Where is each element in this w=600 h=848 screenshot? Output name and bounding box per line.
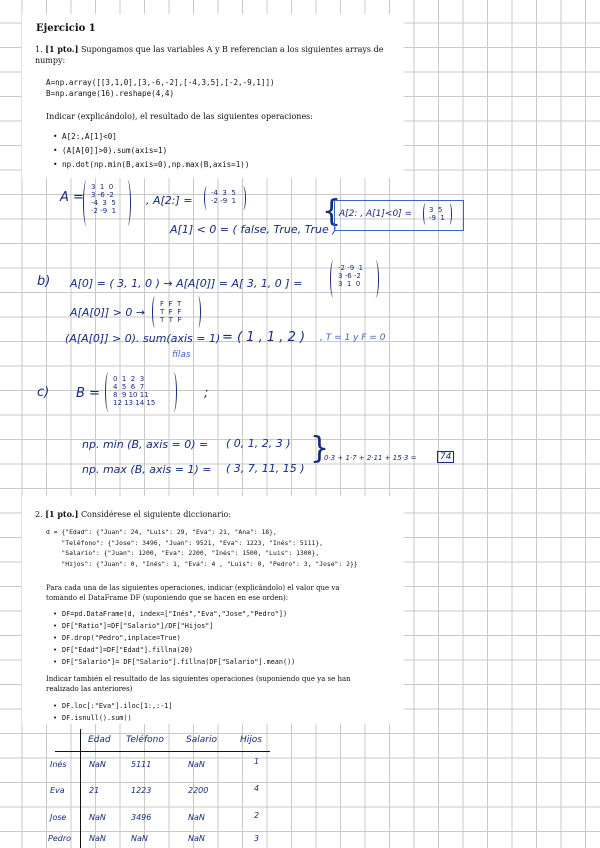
hw-c-paren-left — [105, 372, 112, 412]
table-header-hijos: Hijos — [240, 735, 262, 745]
hw-b-paren-right — [372, 260, 379, 298]
table-row-pedro-label: Pedro — [48, 834, 72, 843]
hw-a-slice-paren-left — [204, 186, 210, 210]
hw-b-paren-left — [330, 260, 337, 298]
table-row-eva-salario: 2200 — [188, 786, 209, 795]
table-row-jose-telefono: 3496 — [131, 813, 152, 822]
hw-b-sum-result: = ( 1 , 1 , 2 ) — [222, 330, 306, 345]
hw-boxed-paren-left — [423, 203, 428, 225]
table-vertical-line — [80, 729, 81, 848]
table-header-telefono: Teléfono — [126, 735, 164, 745]
q2-instruction2-2: realizado las anteriores) — [46, 685, 133, 693]
table-header-salario: Salario — [186, 735, 217, 745]
hw-c-semicolon: ; — [204, 386, 209, 401]
hw-c-b-label: B = — [76, 386, 100, 401]
q2-op-3: • DF.drop("Pedro",inplace=True) — [62, 633, 181, 644]
q2-op-5: • DF["Salario"]= DF["Salario"].fillna(DF["Salario"].mean()) — [62, 657, 295, 668]
table-row-jose-edad: NaN — [89, 813, 106, 822]
table-row-pedro-telefono: NaN — [131, 834, 148, 843]
hw-a1-line: A[1] < 0 = ( false, True, True ) — [170, 223, 337, 236]
q1-op-1: • A[2:,A[1]<0] — [62, 131, 117, 142]
q2-intro: Considérese el siguiente diccionario: — [80, 510, 232, 519]
q2-op2-1: • DF.loc[:"Eva"].iloc[1:,:-1] — [62, 701, 173, 712]
hw-c-answer: 74 — [437, 451, 454, 463]
q1-instruction: Indicar (explicándolo), el resultado de las siguientes operaciones: — [46, 112, 313, 121]
hw-a-paren-right — [124, 180, 131, 226]
hw-brace-1: { — [322, 194, 342, 229]
table-row-ines-salario: NaN — [188, 760, 205, 769]
q2-dict-line-1: d = {"Edad": {"Juan": 24, "Luis": 29, "Eva": 21, "Ana": 18}, — [46, 528, 277, 536]
q2-number: 2. — [35, 510, 43, 519]
hw-b-filas: filas — [172, 350, 191, 360]
hw-answer-box-a — [334, 200, 464, 231]
hw-b-note: , T = 1 y F = 0 — [320, 333, 386, 343]
q2-instruction-1: Para cada una de las siguientes operaciones, indicar (explicándolo) el valor que va — [46, 584, 340, 592]
table-row-jose-hijos: 2 — [254, 811, 260, 820]
q2-instruction-2: tomando el DataFrame DF (suponiendo que se hacen en ese orden): — [46, 594, 289, 602]
hw-a-paren-left — [83, 180, 90, 226]
q1-code-b: B=np.arange(16).reshape(4,4) — [46, 89, 175, 98]
table-row-eva-edad: 21 — [89, 786, 100, 795]
q2-instruction2 — [46, 674, 351, 694]
hw-b-label: b) — [37, 274, 51, 289]
table-horizontal-line — [55, 751, 270, 752]
table-row-eva-label: Eva — [50, 786, 65, 795]
q2-op-4: • DF["Edad"]=DF["Edad"].fillna(20) — [62, 645, 193, 656]
q1-number: 1. — [35, 45, 43, 54]
hw-c-max-line: np. max (B, axis = 1) = — [82, 463, 212, 476]
hw-b-bool-label: A[A[0]] > 0 → — [70, 306, 146, 319]
table-row-eva-telefono: 1223 — [131, 786, 152, 795]
table-row-ines-telefono: 5111 — [131, 760, 152, 769]
q1-intro: Supongamos que las variables A y B referencian a los siguientes arrays de numpy: — [35, 45, 384, 65]
hw-c-matrix: 0 1 2 3 4 5 6 7 8 9 10 11 12 13 14 15 — [113, 375, 156, 407]
hw-a-slice-label: , A[2:] = — [146, 194, 193, 207]
q2-instruction2-1: Indicar también el resultado de las siguientes operaciones (suponiendo que ya se han — [46, 675, 351, 683]
hw-c-min-line: np. min (B, axis = 0) = — [82, 438, 209, 451]
q2-op2-2: • DF.isnull().sum() — [62, 713, 132, 724]
table-row-pedro-salario: NaN — [188, 834, 205, 843]
hw-a-label: A = — [60, 190, 84, 205]
q1-points: [1 pto.] — [45, 44, 79, 54]
q2-dict-line-3: "Salario": {"Juan": 1200, "Eva": 2200, "Inés": 1500, "Luis": 1300}, — [46, 549, 320, 557]
hw-boxed-paren-right — [447, 203, 452, 225]
q2-op-2: • DF["Ratio"]=DF["Salario"]/DF["Hijos"] — [62, 621, 213, 632]
hw-a-slice-matrix: -4 3 5 -2 -9 1 — [211, 189, 237, 205]
q1-code-a: A=np.array([[3,1,0],[3,-6,-2],[-4,3,5],[-2,-9,1]]) — [46, 78, 275, 87]
q2-points: [1 pto.] — [45, 509, 79, 519]
hw-b-matrix: -2 -9 1 3 -6 -2 3 1 0 — [338, 264, 364, 288]
hw-b-bool-paren-left — [152, 296, 158, 328]
q1-header — [35, 44, 395, 66]
hw-boxed-matrix: 3 5 -9 1 — [429, 206, 445, 222]
q2-op-1: • DF=pd.DataFrame(d, index=["Inés","Eva","Jose","Pedro"]) — [62, 609, 287, 620]
q2-dict — [46, 527, 358, 569]
q2-dict-line-4: "Hijos": {"Juan": 0, "Inés": 1, "Eva": 4 , "Luis": 0, "Pedro": 3, "Jose": 2}} — [46, 559, 358, 568]
hw-b-bool-paren-right — [195, 296, 201, 328]
table-row-pedro-edad: NaN — [89, 834, 106, 843]
hw-b-sum-line: (A[A[0]] > 0). sum(axis = 1) — [65, 332, 221, 345]
q2-dict-line-2: "Teléfono": {"Jose": 3496, "Juan": 9521, "Eva": 1223, "Inés": 5111}, — [46, 538, 324, 547]
hw-brace-2: } — [310, 431, 330, 466]
table-row-jose-salario: NaN — [188, 813, 205, 822]
table-row-ines-edad: NaN — [89, 760, 106, 769]
hw-c-label: c) — [37, 385, 50, 400]
table-row-ines-hijos: 1 — [254, 757, 260, 766]
hw-c-min-result: ( 0, 1, 2, 3 ) — [226, 437, 291, 450]
hw-boxed-label: A[2: , A[1]<0] = — [339, 209, 413, 219]
table-row-jose-label: Jose — [50, 813, 67, 822]
q1-op-3: • np.dot(np.min(B,axis=0),np.max(B,axis=1)) — [62, 159, 249, 170]
q1-op-2: • (A[A[0]]>0).sum(axis=1) — [62, 145, 167, 156]
q2-instruction — [46, 583, 340, 603]
hw-c-max-result: ( 3, 7, 11, 15 ) — [226, 462, 305, 475]
hw-b-bool-matrix: F F T T F F T T F — [160, 300, 182, 324]
q2-header — [35, 509, 395, 520]
hw-a-slice-paren-right — [240, 186, 246, 210]
hw-a-matrix: 3 1 0 3 -6 -2 -4 3 5 -2 -9 1 — [91, 183, 117, 215]
table-header-edad: Edad — [88, 735, 111, 745]
hw-b-line: A[0] = ( 3, 1, 0 ) → A[A[0]] = A[ 3, 1, 0 ] = — [70, 277, 303, 290]
hw-c-dot: 0·3 + 1·7 + 2·11 + 15·3 = — [324, 454, 417, 462]
table-row-eva-hijos: 4 — [254, 784, 260, 793]
table-row-pedro-hijos: 3 — [254, 834, 260, 843]
table-row-ines-label: Inés — [50, 760, 67, 769]
hw-c-paren-right — [170, 372, 177, 412]
exercise-title: Ejercicio 1 — [36, 23, 96, 34]
